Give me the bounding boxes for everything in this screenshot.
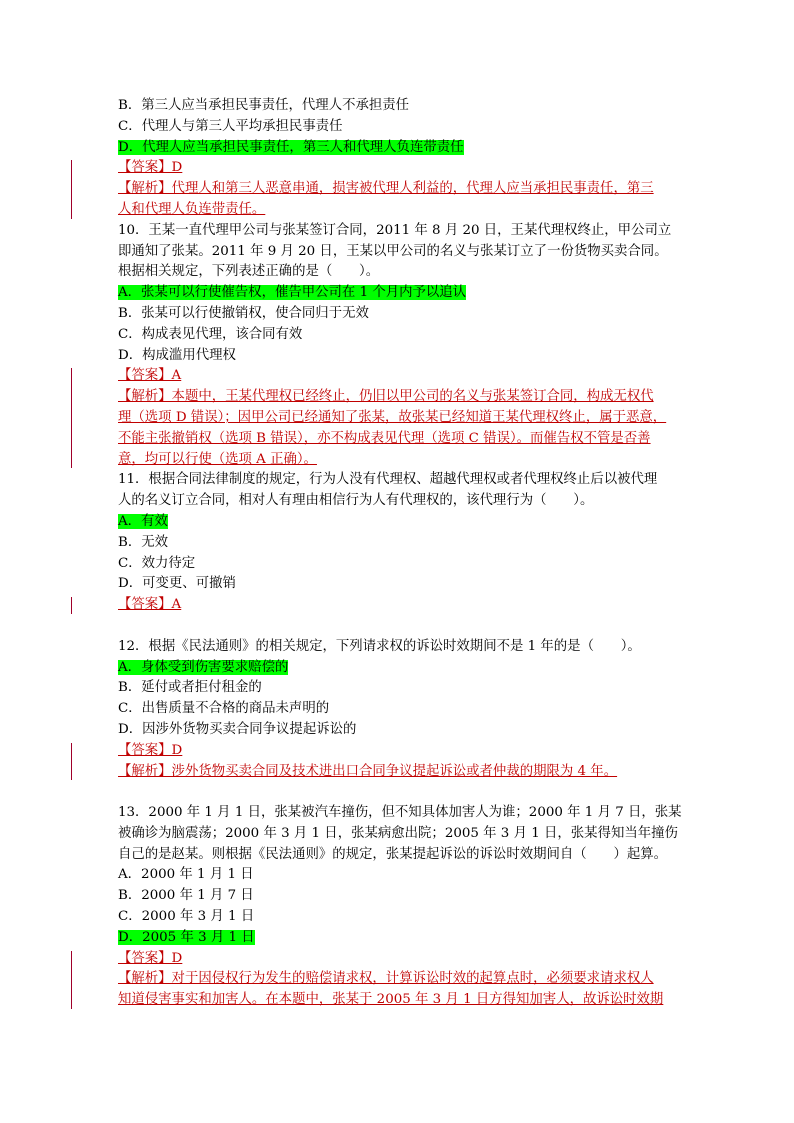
answer-text: 【答案】D (118, 742, 183, 758)
answer-line (118, 366, 678, 387)
line-text: 12．根据《民法通则》的相关规定，下列请求权的诉讼时效期间不是 1 年的是（ ）。 (118, 638, 641, 654)
highlighted-text: D．代理人应当承担民事责任，第三人和代理人负连带责任 (118, 139, 464, 155)
line-text: D．可变更、可撤销 (118, 576, 236, 592)
text-line (118, 865, 678, 886)
line-text: 自己的是赵某。则根据《民法通则》的规定，张某提起诉讼的诉讼时效期间自（ ）起算。 (118, 846, 668, 862)
answer-text: 【解析】本题中，王某代理权已经终止，仍旧以甲公司的名义与张某签订合同，构成无权代 (118, 389, 654, 405)
highlighted-text: A．张某可以行使催告权，催告甲公司在 1 个月内予以追认 (118, 285, 467, 301)
text-line (118, 96, 678, 117)
text-line (118, 117, 678, 138)
line-text: 即通知了张某。2011 年 9 月 20 日，王某以甲公司的名义与张某订立了一份货物买卖合同。 (118, 243, 668, 259)
answer-text: 【解析】代理人和第三人恶意串通，损害被代理人利益的，代理人应当承担民事责任，第三 (118, 181, 654, 197)
line-text: C．代理人与第三人平均承担民事责任 (118, 118, 343, 134)
answer-line (118, 741, 678, 762)
text-line (118, 637, 678, 658)
text-line (118, 304, 678, 325)
text-line (118, 845, 678, 866)
text-line (118, 554, 678, 575)
revision-bar (71, 368, 72, 468)
text-line (118, 824, 678, 845)
answer-text: 【答案】A (118, 368, 182, 384)
answer-text: 【解析】对于因侵权行为发生的赔偿请求权，计算诉讼时效的起算点时，必须要求请求权人 (118, 971, 654, 987)
line-text: B．无效 (118, 534, 169, 550)
answer-line (118, 762, 678, 783)
line-text: 根据相关规定，下列表述正确的是（ ）。 (118, 264, 380, 280)
answer-text: 知道侵害事实和加害人。在本题中，张某于 2005 年 3 月 1 日方得知加害人，故诉讼时效期 (118, 992, 664, 1008)
text-line (118, 491, 678, 512)
text-line (118, 574, 678, 595)
text-line (118, 886, 678, 907)
line-text: B．第三人应当承担民事责任，代理人不承担责任 (118, 98, 410, 113)
answer-text: 【答案】D (118, 950, 183, 966)
blank-line (118, 782, 678, 803)
document-page (118, 96, 682, 1011)
line-text: B．张某可以行使撤销权，使合同归于无效 (118, 305, 369, 321)
text-line (118, 699, 678, 720)
line-text: B．延付或者拒付租金的 (118, 680, 262, 696)
correct-option-line (118, 658, 678, 679)
line-text: 11．根据合同法律制度的规定，行为人没有代理权、超越代理权或者代理权终止后以被代理 (118, 472, 658, 488)
answer-line (118, 990, 678, 1011)
line-text: 被确诊为脑震荡；2000 年 3 月 1 日，张某病愈出院；2005 年 3 月 1 日，张某得知当年撞伤 (118, 825, 678, 841)
line-text: D．构成滥用代理权 (118, 347, 236, 363)
text-line (118, 907, 678, 928)
text-line (118, 803, 682, 824)
text-line (118, 346, 678, 367)
text-line (118, 221, 678, 242)
answer-line (118, 387, 678, 408)
highlighted-text: A．身体受到伤害要求赔偿的 (118, 659, 289, 675)
answer-text: 理（选项 D 错误）；因甲公司已经通知了张某，故张某已经知道王某代理权终止，属于恶意， (118, 409, 667, 425)
answer-text: 【解析】涉外货物买卖合同及技术进出口合同争议提起诉讼或者仲裁的期限为 4 年。 (118, 763, 618, 779)
revision-bar (71, 597, 72, 614)
revision-bar (71, 743, 72, 781)
text-line (118, 720, 678, 741)
correct-option-line (118, 512, 678, 533)
text-line (118, 470, 678, 491)
answer-line (118, 450, 678, 471)
revision-bar (71, 951, 72, 1009)
answer-line (118, 429, 678, 450)
answer-text: 【答案】D (118, 160, 183, 176)
line-text: 13．2000 年 1 月 1 日，张某被汽车撞伤，但不知具体加害人为谁；2000 年 1 月 7 日，张某 (118, 805, 682, 821)
line-text: 10．王某一直代理甲公司与张某签订合同，2011 年 8 月 20 日，王某代理权终止，甲公司立 (118, 222, 672, 238)
answer-text: 意，均可以行使（选项 A 正确）。 (118, 451, 317, 467)
correct-option-line (118, 283, 678, 304)
line-text: A．2000 年 1 月 1 日 (118, 867, 254, 883)
answer-text: 人和代理人负连带责任。 (118, 201, 266, 217)
line-text: C．构成表见代理，该合同有效 (118, 326, 303, 342)
line-text: D．因涉外货物买卖合同争议提起诉讼的 (118, 721, 357, 737)
answer-text: 不能主张撤销权（选项 B 错误），亦不构成表见代理（选项 C 错误）。而催告权不管是否善 (118, 430, 651, 446)
line-text: 人的名义订立合同，相对人有理由相信行为人有代理权的，该代理行为（ ）。 (118, 493, 594, 509)
answer-line (118, 969, 678, 990)
correct-option-line (118, 138, 678, 159)
highlighted-text: D．2005 年 3 月 1 日 (118, 929, 255, 945)
answer-line (118, 408, 678, 429)
text-line (118, 325, 678, 346)
highlighted-text: A．有效 (118, 513, 168, 529)
line-text: C．2000 年 3 月 1 日 (118, 909, 255, 925)
line-text: C．效力待定 (118, 555, 196, 571)
text-line (118, 262, 678, 283)
line-text: B．2000 年 1 月 7 日 (118, 888, 254, 904)
answer-line (118, 200, 678, 221)
line-text: C．出售质量不合格的商品未声明的 (118, 701, 330, 717)
text-line (118, 533, 678, 554)
answer-line (118, 595, 678, 616)
text-line (118, 242, 678, 263)
revision-bar (71, 160, 72, 218)
answer-line (118, 179, 678, 200)
answer-line (118, 158, 678, 179)
text-line (118, 678, 678, 699)
answer-line (118, 949, 678, 970)
answer-text: 【答案】A (118, 597, 182, 613)
blank-line (118, 616, 678, 637)
correct-option-line (118, 928, 678, 949)
